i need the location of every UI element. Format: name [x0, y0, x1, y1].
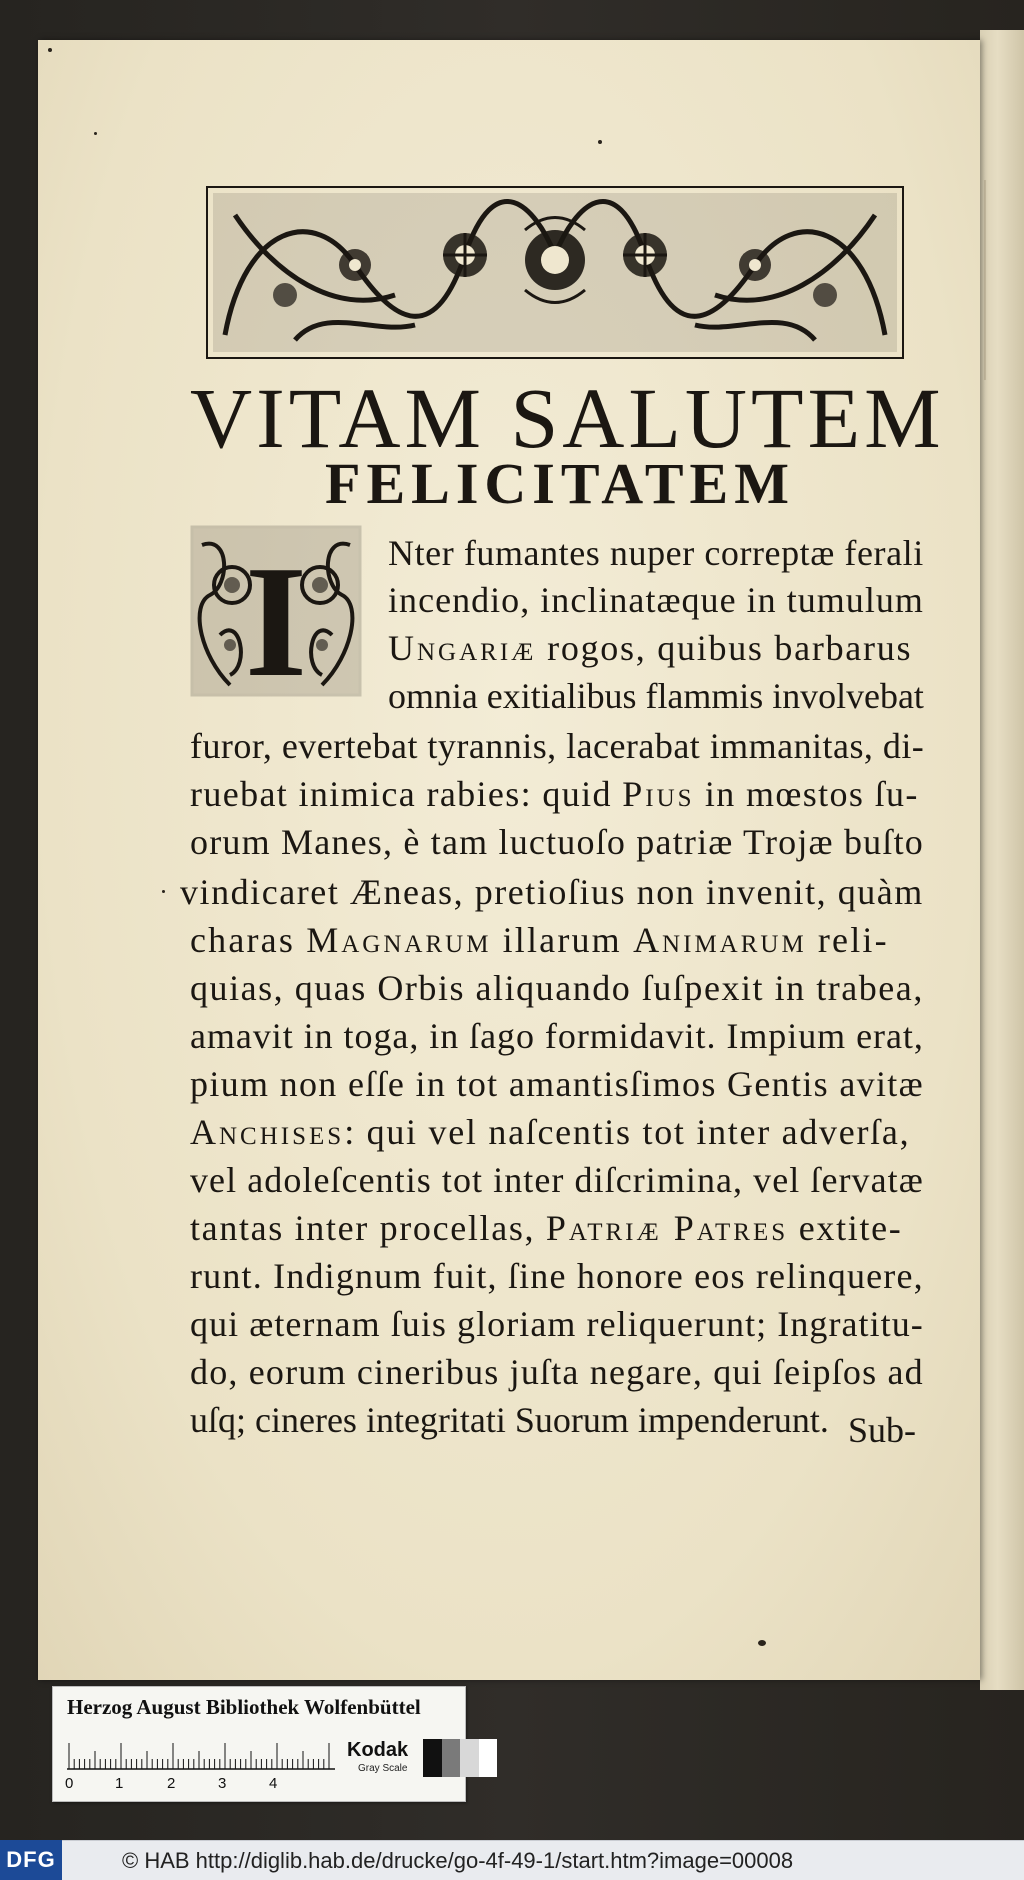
- text-segment: vindicaret Æneas, pretioſius non invenit, quàm: [180, 872, 924, 912]
- text-segment: uſq; cineres integritati Suorum impenderunt.: [190, 1400, 829, 1440]
- text-segment: illarum: [491, 920, 634, 960]
- scale-ruler: [67, 1739, 335, 1773]
- ruler-number: 0: [65, 1775, 74, 1792]
- text-segment: vel adoleſcentis tot inter diſcrimina, vel ſervatæ: [190, 1160, 924, 1200]
- text-line: [388, 582, 924, 618]
- text-segment: incendio, inclinatæque in tumulum: [388, 580, 924, 620]
- text-line: [190, 728, 924, 764]
- text-segment: Patriæ Patres: [545, 1208, 789, 1248]
- catchword: Sub-: [848, 1410, 917, 1450]
- text-segment: qui æternam ſuis gloriam reliquerunt; Ingratitu-: [190, 1304, 924, 1344]
- gray-swatch: [423, 1739, 442, 1777]
- text-line: [190, 1258, 924, 1294]
- text-segment: omnia exitialibus flammis involvebat: [388, 676, 924, 716]
- text-segment: amavit in toga, in ſago formidavit. Impium erat,: [190, 1016, 924, 1056]
- text-line: [388, 678, 924, 714]
- text-line: [190, 1114, 910, 1150]
- text-segment: Magnarum: [306, 920, 492, 960]
- text-segment: : qui vel naſcentis tot inter adverſa,: [344, 1112, 911, 1152]
- text-segment: do, eorum cineribus juſta negare, qui ſeipſos ad: [190, 1352, 924, 1392]
- dfg-logo[interactable]: DFG: [0, 1840, 62, 1880]
- gray-swatches: [423, 1739, 497, 1777]
- text-line: [180, 874, 924, 910]
- text-line: [190, 776, 919, 812]
- library-name: Herzog August Bibliothek Wolfenbüttel: [67, 1695, 421, 1719]
- text-segment: Animarum: [633, 920, 807, 960]
- text-segment: furor, evertebat tyrannis, lacerabat immanitas, di-: [190, 726, 925, 766]
- paper-speck: [162, 890, 165, 893]
- text-segment: Ungariæ: [388, 628, 537, 668]
- text-line: [190, 824, 924, 860]
- text-segment: charas: [190, 920, 307, 960]
- facing-page-edge: [980, 30, 1024, 1690]
- gray-swatch: [460, 1739, 479, 1777]
- text-segment: Anchises: [190, 1112, 345, 1152]
- text-line: [190, 1402, 829, 1438]
- kodak-logo: Kodak: [347, 1739, 409, 1761]
- text-line: [190, 1210, 902, 1246]
- text-line: [190, 970, 924, 1006]
- text-segment: in mœstos ſu-: [694, 774, 919, 814]
- text-line: [388, 630, 912, 666]
- gray-scale-label: Gray Scale: [358, 1763, 408, 1774]
- text-segment: reli-: [806, 920, 889, 960]
- text-segment: ruebat inimica rabies: quid: [190, 774, 623, 814]
- text-line: [190, 1306, 924, 1342]
- gray-swatch: [442, 1739, 461, 1777]
- drop-cap-letter: I: [244, 532, 308, 697]
- text-segment: rogos, quibus barbarus: [536, 628, 913, 668]
- ruler-number: 2: [167, 1775, 176, 1792]
- text-segment: tantas inter procellas,: [190, 1208, 546, 1248]
- text-segment: orum Manes, è tam luctuoſo patriæ Trojæ buſto: [190, 822, 924, 862]
- text-line: [190, 1018, 924, 1054]
- ornamental-headpiece: [205, 185, 905, 360]
- copyright-url[interactable]: © HAB http://diglib.hab.de/drucke/go-4f-49-1/start.htm?image=00008: [122, 1848, 794, 1873]
- text-segment: pium non eſſe in tot amantisſimos Gentis avitæ: [190, 1064, 924, 1104]
- ruler-number: 3: [218, 1775, 227, 1792]
- text-segment: quias, quas Orbis aliquando ſuſpexit in trabea,: [190, 968, 924, 1008]
- heading-line-1: VITAM SALUTEM: [190, 370, 945, 466]
- text-line: [190, 1162, 924, 1198]
- paper-speck: [94, 132, 97, 135]
- text-line: [190, 1066, 924, 1102]
- ruler-number: 1: [115, 1775, 124, 1792]
- text-segment: Nter fumantes nuper correptæ ferali: [388, 533, 924, 573]
- heading-line-2: FELICITATEM: [325, 451, 795, 516]
- paper-speck: [48, 48, 52, 52]
- text-segment: extite-: [788, 1208, 903, 1248]
- paper-speck: [758, 1640, 766, 1646]
- decorated-initial: [190, 525, 362, 697]
- paper-speck: [598, 140, 602, 144]
- facing-page-ghost-text: [984, 180, 1022, 380]
- ruler-number: 4: [269, 1775, 278, 1792]
- text-segment: Pius: [622, 774, 695, 814]
- text-line: [388, 535, 924, 571]
- gray-swatch: [479, 1739, 498, 1777]
- text-line: [190, 1354, 924, 1390]
- text-segment: runt. Indignum fuit, ſine honore eos relinquere,: [190, 1256, 924, 1296]
- text-line: [190, 922, 889, 958]
- color-calibration-card: [52, 1686, 466, 1802]
